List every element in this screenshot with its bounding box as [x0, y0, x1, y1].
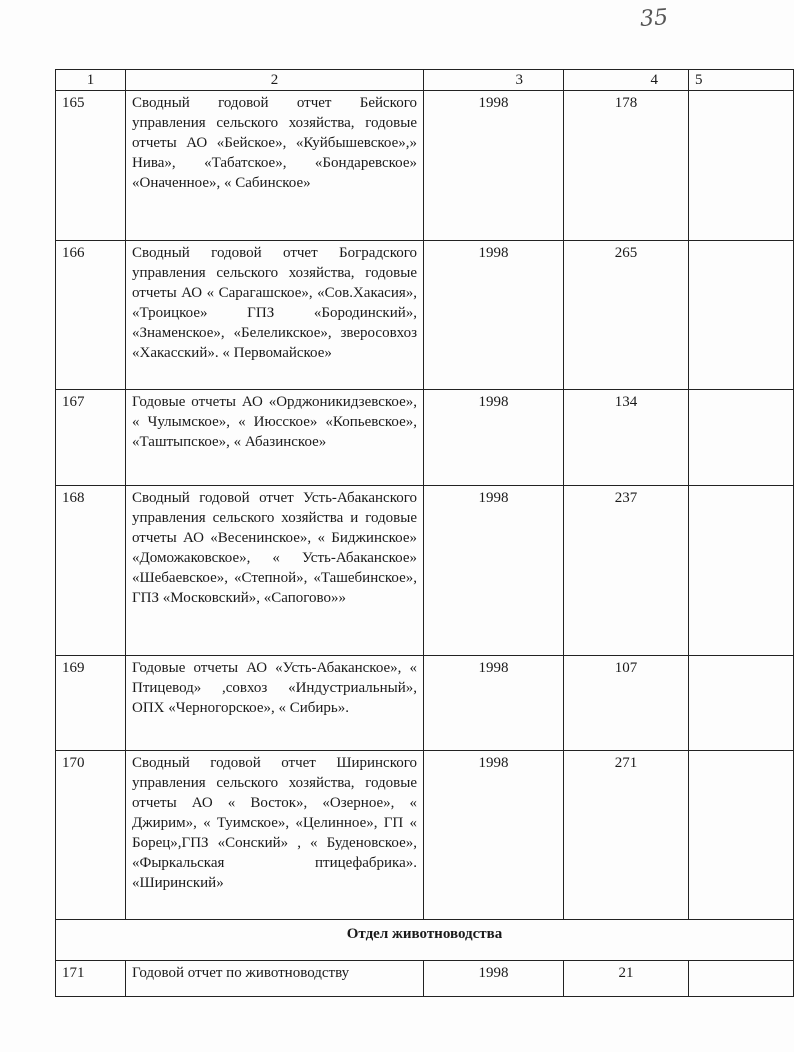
row-title: Годовые отчеты АО «Усть-Абаканское», « Птицевод» ,совхоз «Индустриальный», ОПХ «Черногорское», « Сибирь».: [126, 656, 424, 751]
row-note: [689, 390, 794, 486]
row-sheet-count: 134: [564, 390, 689, 486]
row-number: 165: [56, 91, 126, 241]
archive-inventory-table: [55, 69, 794, 997]
table-row: [56, 961, 794, 997]
row-note: [689, 656, 794, 751]
row-number: 167: [56, 390, 126, 486]
header-cell-4: 4: [564, 70, 689, 91]
header-cell-5: 5: [689, 70, 794, 91]
header-cell-3: 3: [424, 70, 564, 91]
table-row: [56, 390, 794, 486]
row-number: 168: [56, 486, 126, 656]
row-year: 1998: [424, 656, 564, 751]
table-header-row: [56, 70, 794, 91]
table-row: [56, 91, 794, 241]
row-note: [689, 751, 794, 920]
header-cell-2: 2: [126, 70, 424, 91]
row-note: [689, 961, 794, 997]
row-year: 1998: [424, 241, 564, 390]
table-row: [56, 751, 794, 920]
row-note: [689, 241, 794, 390]
section-heading: Отдел животноводства: [56, 920, 794, 961]
row-sheet-count: 107: [564, 656, 689, 751]
row-number: 169: [56, 656, 126, 751]
row-note: [689, 486, 794, 656]
row-year: 1998: [424, 91, 564, 241]
row-number: 170: [56, 751, 126, 920]
row-title: Сводный годовой отчет Ширинского управления сельского хозяйства, годовые отчеты АО « Восток», «Озерное», « Джирим», « Туимское», «Целинное», ГП « Борец»,ГПЗ «Сонский» , « Буденовское», «Фыркальская птицефабрика». «Ширинский»: [126, 751, 424, 920]
row-sheet-count: 237: [564, 486, 689, 656]
table-row: [56, 241, 794, 390]
row-year: 1998: [424, 961, 564, 997]
row-year: 1998: [424, 390, 564, 486]
row-title: Сводный годовой отчет Усть-Абаканского управления сельского хозяйства и годовые отчеты АО «Весенинское», « Биджинское» «Доможаковское», « Усть-Абаканское» «Шебаевское», «Степной», «Ташебинское», ГПЗ «Московский», «Сапогово»»: [126, 486, 424, 656]
row-sheet-count: 178: [564, 91, 689, 241]
row-title: Сводный годовой отчет Боградского управления сельского хозяйства, годовые отчеты АО « Сарагашское», «Сов.Хакасия», «Троицкое» ГПЗ «Бородинский», «Знаменское», «Белеликское», зверосовхоз «Хакасский». « Первомайское»: [126, 241, 424, 390]
page-number: 35: [639, 5, 669, 32]
row-number: 171: [56, 961, 126, 997]
table-row: [56, 656, 794, 751]
row-sheet-count: 265: [564, 241, 689, 390]
section-heading-row: [56, 920, 794, 961]
row-year: 1998: [424, 751, 564, 920]
row-title: Годовые отчеты АО «Орджоникидзевское», « Чулымское», « Июсское» «Копьевское», «Таштыпское», « Абазинское»: [126, 390, 424, 486]
row-note: [689, 91, 794, 241]
row-sheet-count: 21: [564, 961, 689, 997]
table-row: [56, 486, 794, 656]
row-title: Сводный годовой отчет Бейского управления сельского хозяйства, годовые отчеты АО «Бейское», «Куйбышевское»,» Нива», «Табатское», «Бондаревское» «Оначенное», « Сабинское»: [126, 91, 424, 241]
row-year: 1998: [424, 486, 564, 656]
row-title: Годовой отчет по животноводству: [126, 961, 424, 997]
row-number: 166: [56, 241, 126, 390]
header-cell-1: 1: [56, 70, 126, 91]
row-sheet-count: 271: [564, 751, 689, 920]
